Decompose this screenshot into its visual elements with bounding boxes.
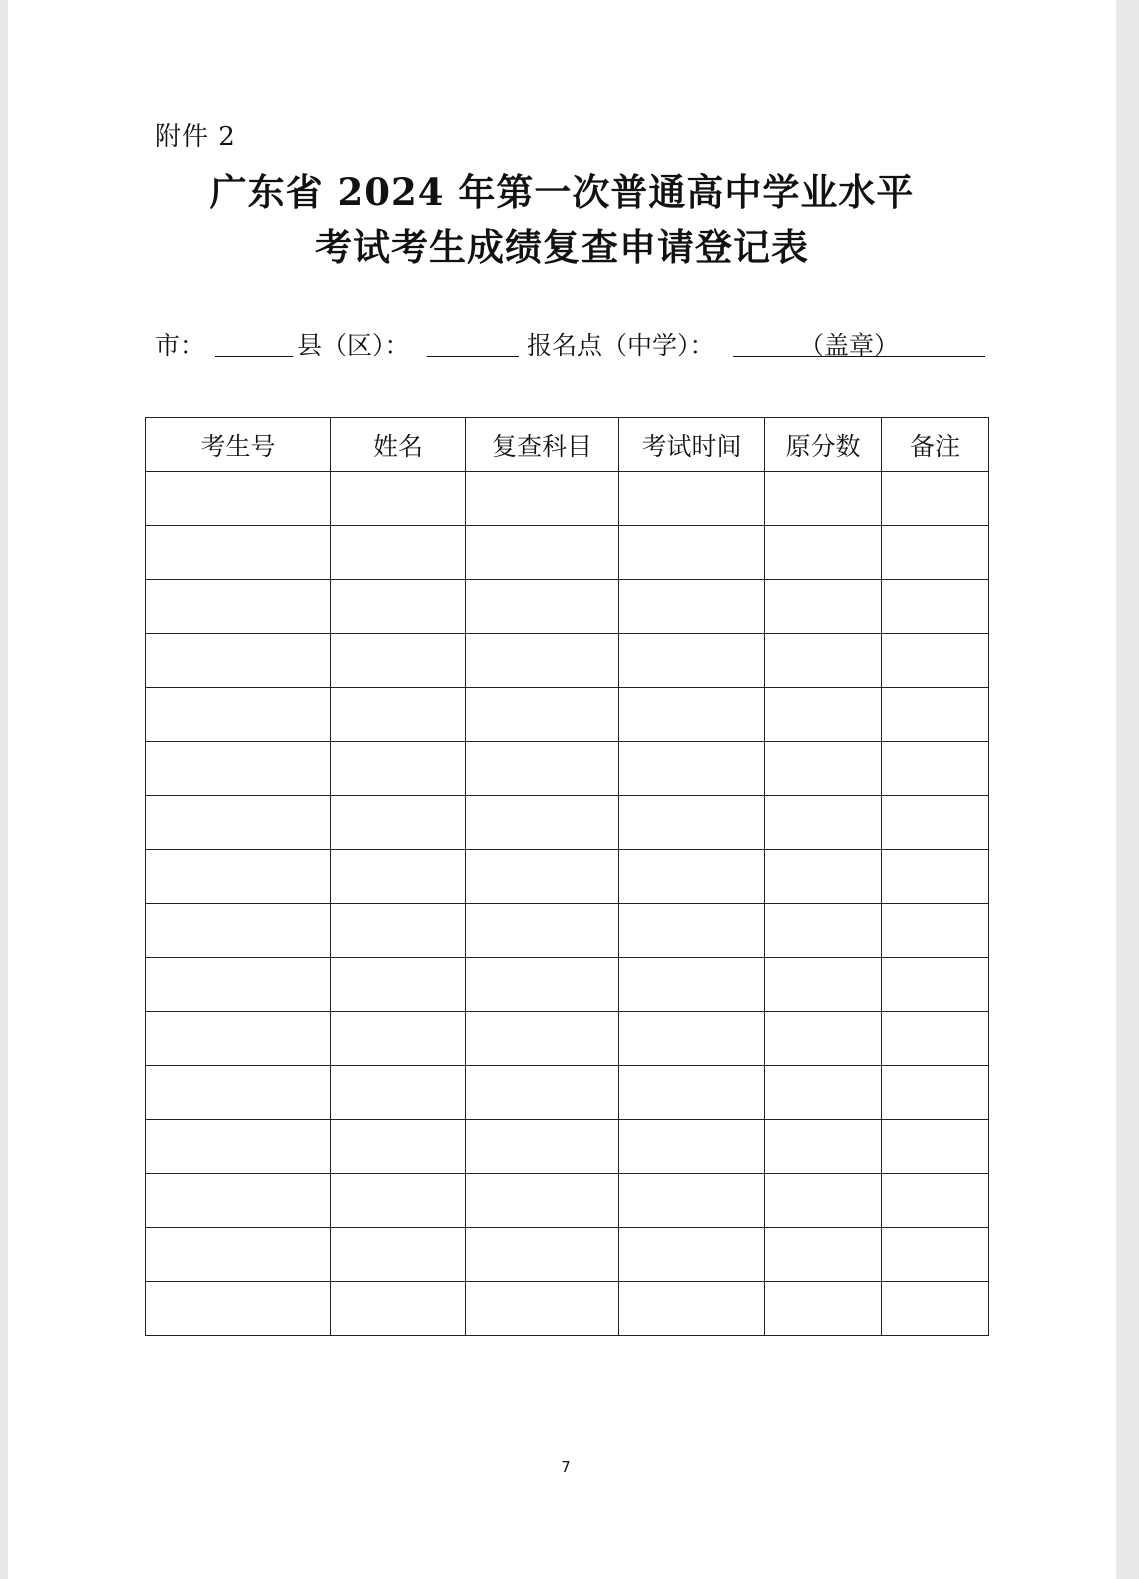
cell-exam-number[interactable]	[146, 796, 331, 850]
seal-label: （盖章）	[799, 331, 900, 360]
cell-original-score[interactable]	[765, 1012, 882, 1066]
header-exam-time: 考试时间	[619, 418, 765, 472]
cell-original-score[interactable]	[765, 1228, 882, 1282]
cell-remarks[interactable]	[882, 580, 989, 634]
cell-name[interactable]	[331, 688, 466, 742]
cell-exam-number[interactable]	[146, 1012, 331, 1066]
cell-remarks[interactable]	[882, 688, 989, 742]
cell-remarks[interactable]	[882, 958, 989, 1012]
cell-recheck-subject[interactable]	[466, 1066, 619, 1120]
cell-recheck-subject[interactable]	[466, 850, 619, 904]
cell-exam-time[interactable]	[619, 742, 765, 796]
cell-exam-time[interactable]	[619, 580, 765, 634]
cell-exam-number[interactable]	[146, 1228, 331, 1282]
cell-name[interactable]	[331, 742, 466, 796]
table-row	[146, 526, 989, 580]
table-body	[146, 472, 989, 1336]
cell-exam-time[interactable]	[619, 1282, 765, 1336]
cell-exam-number[interactable]	[146, 958, 331, 1012]
cell-recheck-subject[interactable]	[466, 958, 619, 1012]
cell-name[interactable]	[331, 796, 466, 850]
cell-name[interactable]	[331, 1282, 466, 1336]
cell-remarks[interactable]	[882, 1012, 989, 1066]
cell-remarks[interactable]	[882, 472, 989, 526]
cell-exam-time[interactable]	[619, 1174, 765, 1228]
cell-exam-number[interactable]	[146, 1066, 331, 1120]
cell-name[interactable]	[331, 1228, 466, 1282]
cell-name[interactable]	[331, 1120, 466, 1174]
cell-recheck-subject[interactable]	[466, 742, 619, 796]
cell-exam-number[interactable]	[146, 526, 331, 580]
cell-exam-number[interactable]	[146, 1282, 331, 1336]
cell-exam-number[interactable]	[146, 742, 331, 796]
cell-original-score[interactable]	[765, 526, 882, 580]
cell-exam-number[interactable]	[146, 904, 331, 958]
cell-original-score[interactable]	[765, 796, 882, 850]
cell-exam-number[interactable]	[146, 688, 331, 742]
cell-original-score[interactable]	[765, 1066, 882, 1120]
table-row	[146, 742, 989, 796]
cell-exam-time[interactable]	[619, 1012, 765, 1066]
cell-name[interactable]	[331, 472, 466, 526]
cell-exam-number[interactable]	[146, 472, 331, 526]
table-row	[146, 688, 989, 742]
cell-exam-time[interactable]	[619, 850, 765, 904]
header-name: 姓名	[331, 418, 466, 472]
cell-original-score[interactable]	[765, 580, 882, 634]
cell-original-score[interactable]	[765, 742, 882, 796]
county-blank[interactable]	[427, 356, 519, 357]
cell-exam-time[interactable]	[619, 526, 765, 580]
cell-exam-number[interactable]	[146, 1120, 331, 1174]
cell-original-score[interactable]	[765, 958, 882, 1012]
cell-exam-time[interactable]	[619, 688, 765, 742]
cell-recheck-subject[interactable]	[466, 796, 619, 850]
recheck-application-table	[145, 417, 989, 1336]
cell-name[interactable]	[331, 634, 466, 688]
cell-original-score[interactable]	[765, 850, 882, 904]
cell-exam-time[interactable]	[619, 796, 765, 850]
cell-remarks[interactable]	[882, 1282, 989, 1336]
cell-recheck-subject[interactable]	[466, 1012, 619, 1066]
city-label: 市：	[155, 331, 206, 360]
table-row	[146, 472, 989, 526]
cell-original-score[interactable]	[765, 634, 882, 688]
cell-remarks[interactable]	[882, 796, 989, 850]
cell-exam-time[interactable]	[619, 904, 765, 958]
cell-exam-time[interactable]	[619, 1228, 765, 1282]
cell-recheck-subject[interactable]	[466, 580, 619, 634]
cell-name[interactable]	[331, 526, 466, 580]
county-label: 县（区）：	[297, 331, 410, 360]
header-exam-number: 考生号	[146, 418, 331, 472]
cell-original-score[interactable]	[765, 1282, 882, 1336]
cell-recheck-subject[interactable]	[466, 1174, 619, 1228]
table-row	[146, 634, 989, 688]
cell-exam-time[interactable]	[619, 958, 765, 1012]
cell-remarks[interactable]	[882, 526, 989, 580]
cell-remarks[interactable]	[882, 1066, 989, 1120]
cell-name[interactable]	[331, 1174, 466, 1228]
cell-recheck-subject[interactable]	[466, 1120, 619, 1174]
cell-exam-number[interactable]	[146, 850, 331, 904]
table-header-row	[146, 418, 989, 472]
table-row	[146, 1228, 989, 1282]
cell-remarks[interactable]	[882, 1120, 989, 1174]
cell-name[interactable]	[331, 904, 466, 958]
cell-exam-time[interactable]	[619, 1120, 765, 1174]
cell-recheck-subject[interactable]	[466, 1228, 619, 1282]
cell-original-score[interactable]	[765, 1174, 882, 1228]
cell-exam-time[interactable]	[619, 472, 765, 526]
header-original-score: 原分数	[765, 418, 882, 472]
table-row	[146, 1012, 989, 1066]
table-row	[146, 1174, 989, 1228]
cell-name[interactable]	[331, 1012, 466, 1066]
cell-original-score[interactable]	[765, 1120, 882, 1174]
table-row	[146, 1120, 989, 1174]
page-number: 7	[561, 1458, 571, 1476]
site-label: 报名点（中学）：	[527, 331, 715, 360]
cell-exam-time[interactable]	[619, 634, 765, 688]
city-blank[interactable]	[215, 356, 293, 357]
cell-exam-number[interactable]	[146, 580, 331, 634]
document-page	[8, 0, 1116, 1579]
title-line-2: 考试考生成绩复查申请登记表	[315, 225, 809, 269]
cell-name[interactable]	[331, 958, 466, 1012]
cell-recheck-subject[interactable]	[466, 688, 619, 742]
table-row	[146, 1282, 989, 1336]
cell-recheck-subject[interactable]	[466, 526, 619, 580]
cell-recheck-subject[interactable]	[466, 1282, 619, 1336]
cell-remarks[interactable]	[882, 850, 989, 904]
attachment-label: 附件 2	[155, 122, 236, 152]
cell-recheck-subject[interactable]	[466, 472, 619, 526]
cell-recheck-subject[interactable]	[466, 904, 619, 958]
cell-name[interactable]	[331, 1066, 466, 1120]
cell-remarks[interactable]	[882, 904, 989, 958]
cell-name[interactable]	[331, 580, 466, 634]
cell-exam-number[interactable]	[146, 1174, 331, 1228]
cell-name[interactable]	[331, 850, 466, 904]
title-line-1: 广东省 2024 年第一次普通高中学业水平	[209, 170, 915, 214]
cell-remarks[interactable]	[882, 1174, 989, 1228]
cell-original-score[interactable]	[765, 688, 882, 742]
cell-recheck-subject[interactable]	[466, 634, 619, 688]
cell-original-score[interactable]	[765, 904, 882, 958]
cell-remarks[interactable]	[882, 634, 989, 688]
table-row	[146, 796, 989, 850]
header-recheck-subject: 复查科目	[466, 418, 619, 472]
cell-remarks[interactable]	[882, 1228, 989, 1282]
cell-original-score[interactable]	[765, 472, 882, 526]
header-remarks: 备注	[882, 418, 989, 472]
table-row	[146, 1066, 989, 1120]
cell-exam-time[interactable]	[619, 1066, 765, 1120]
cell-exam-number[interactable]	[146, 634, 331, 688]
cell-remarks[interactable]	[882, 742, 989, 796]
table-row	[146, 958, 989, 1012]
table-row	[146, 580, 989, 634]
table-row	[146, 850, 989, 904]
table-row	[146, 904, 989, 958]
